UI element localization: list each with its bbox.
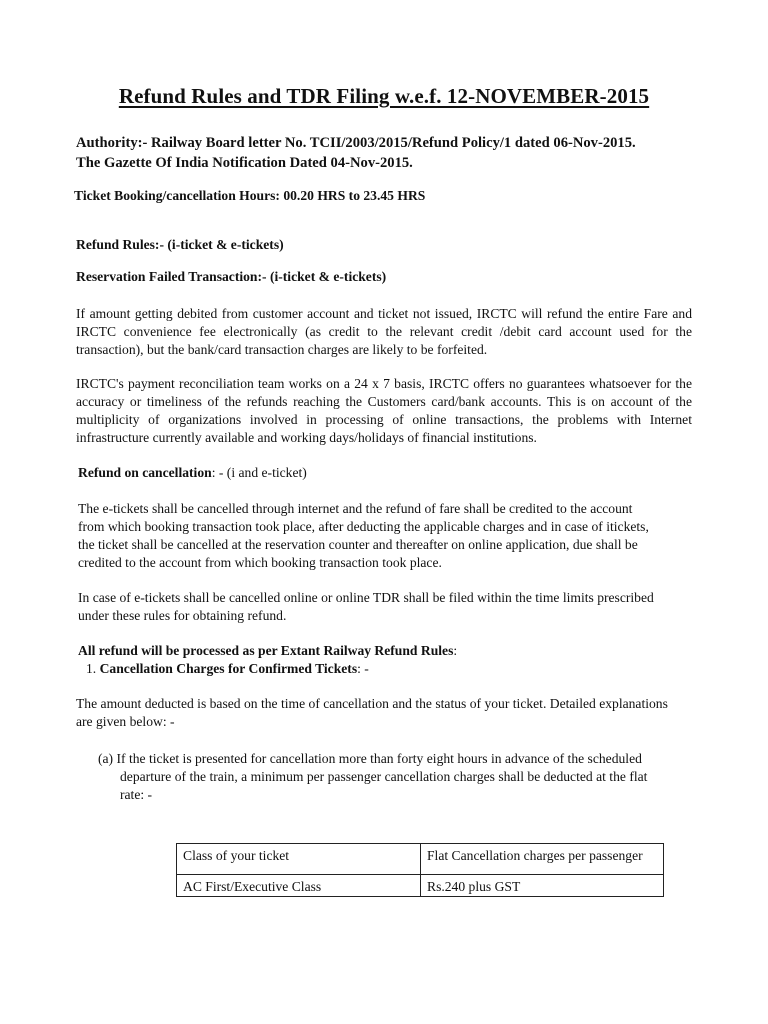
refund-cancellation-label: Refund on cancellation: [78, 465, 212, 480]
cancellation-paragraph: [78, 500, 649, 572]
text-line: The e-tickets shall be cancelled through internet and the refund of fare shall be credited to the account: [78, 501, 633, 516]
table-header-cell: Flat Cancellation charges per passenger: [421, 844, 664, 875]
text-line: In case of e-tickets shall be cancelled online or online TDR shall be filed within the time limits prescribed: [78, 590, 654, 605]
reservation-failed-heading: Reservation Failed Transaction:- (i-ticket & e-tickets): [76, 269, 387, 284]
document-title: Refund Rules and TDR Filing w.e.f. 12-NOVEMBER-2015: [118, 84, 650, 108]
refund-cancellation-suffix: : - (i and e-ticket): [211, 465, 307, 480]
text-line: (a) If the ticket is presented for cancellation more than forty eight hours in advance of the scheduled: [98, 751, 642, 766]
text-line: departure of the train, a minimum per passenger cancellation charges shall be deducted at the flat: [120, 769, 648, 784]
table-cell: AC First/Executive Class: [177, 875, 421, 897]
table-row: [177, 875, 664, 897]
list-item-suffix: : -: [357, 661, 369, 676]
authority-line: Authority:- Railway Board letter No. TCII/2003/2015/Refund Policy/1 dated 06-Nov-2015.: [76, 135, 636, 151]
failed-transaction-paragraph: If amount getting debited from customer account and ticket not issued, IRCTC will refund the entire Fare and IRCTC convenience fee electronically (as credit to the relevant credit /debit card account used for the transaction), but the bank/card transaction charges are likely to be forfeited.: [76, 306, 692, 357]
text-line: credited to the account from which booking transaction took place.: [78, 555, 442, 570]
text-line: are given below: -: [76, 714, 175, 729]
cancellation-charges-list-item: [86, 660, 369, 678]
table-header-row: [177, 844, 664, 875]
gazette-line: The Gazette Of India Notification Dated 04-Nov-2015.: [76, 155, 413, 171]
text-line: the ticket shall be cancelled at the reservation counter and thereafter on online application, due shall be: [78, 537, 638, 552]
text-line: under these rules for obtaining refund.: [78, 608, 287, 623]
refund-cancellation-heading: [78, 464, 307, 482]
text-line: from which booking transaction took place, after deducting the applicable charges and in case of itickets,: [78, 519, 649, 534]
tdr-paragraph: [78, 589, 654, 625]
refund-rules-heading: Refund Rules:- (i-ticket & e-tickets): [76, 237, 284, 252]
text-line: rate: -: [120, 787, 153, 802]
table-header-cell: Class of your ticket: [177, 844, 421, 875]
amount-deducted-paragraph: [76, 695, 668, 731]
extant-rules-label: All refund will be processed as per Extant Railway Refund Rules: [78, 643, 454, 658]
cancellation-charges-table: [176, 843, 664, 897]
authority-block: [76, 133, 692, 173]
text-line: The amount deducted is based on the time of cancellation and the status of your ticket. Detailed explanations: [76, 696, 668, 711]
list-number: 1.: [86, 661, 97, 676]
extant-rules-heading: [78, 642, 457, 660]
list-item-label: Cancellation Charges for Confirmed Tickets: [99, 661, 358, 676]
booking-hours: Ticket Booking/cancellation Hours: 00.20 HRS to 23.45 HRS: [74, 188, 426, 203]
table-cell: Rs.240 plus GST: [421, 875, 664, 897]
clause-a: [98, 750, 647, 804]
reconciliation-paragraph: IRCTC's payment reconciliation team works on a 24 x 7 basis, IRCTC offers no guarantees whatsoever for the accuracy or timeliness of the refunds reaching the Customers card/bank accounts. This is on account of the multiplicity of organizations involved in processing of online transactions, the problems with Internet infrastructure currently available and working days/holidays of financial institutions.: [76, 376, 692, 445]
extant-rules-suffix: :: [453, 643, 458, 658]
